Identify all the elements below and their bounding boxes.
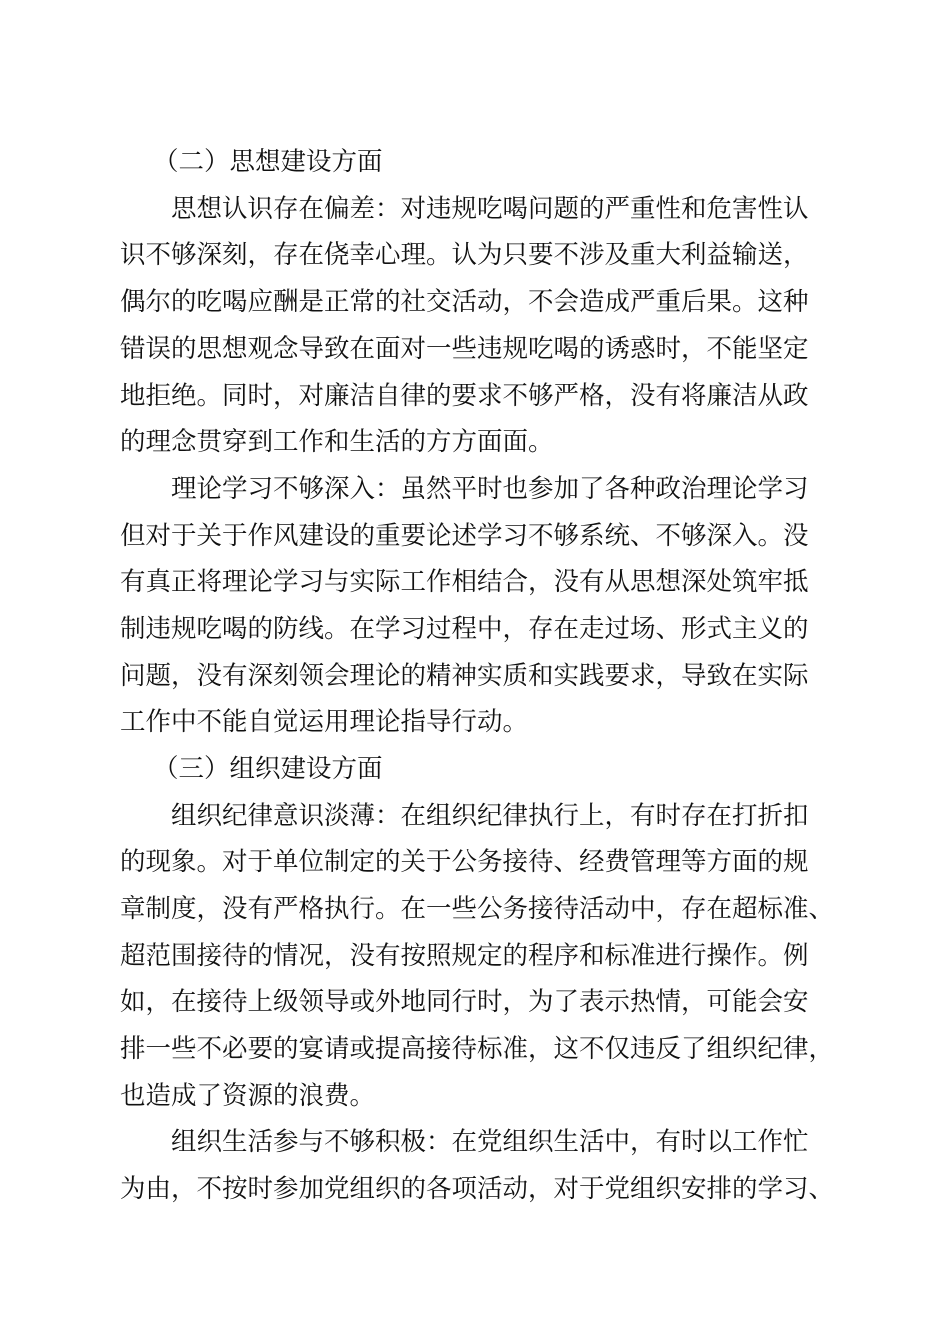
paragraph-line xyxy=(0,562,950,602)
paragraph-text: 识不够深刻，存在侥幸心理。认为只要不涉及重大利益输送， xyxy=(120,240,809,270)
paragraph-text: 组织生活参与不够积极：在党组织生活中，有时以工作忙 xyxy=(171,1127,809,1157)
paragraph-line xyxy=(0,235,950,275)
paragraph-line xyxy=(0,889,950,929)
paragraph-line xyxy=(0,422,950,462)
paragraph-text: 制违规吃喝的防线。在学习过程中，存在走过场、形式主义的 xyxy=(120,614,809,644)
section-heading xyxy=(0,142,950,182)
paragraph-line xyxy=(0,609,950,649)
paragraph-line xyxy=(0,469,950,509)
paragraph-text: 如，在接待上级领导或外地同行时，为了表示热情，可能会安 xyxy=(120,987,809,1017)
paragraph-line xyxy=(0,656,950,696)
paragraph-line xyxy=(0,189,950,229)
paragraph-line xyxy=(0,1076,950,1116)
paragraph-text: 工作中不能自觉运用理论指导行动。 xyxy=(120,707,529,737)
paragraph-text: 组织纪律意识淡薄：在组织纪律执行上，有时存在打折扣 xyxy=(171,801,809,831)
paragraph-line xyxy=(0,842,950,882)
section-3-heading: （三）组织建设方面 xyxy=(153,754,383,784)
paragraph-text: 问题，没有深刻领会理论的精神实质和实践要求，导致在实际 xyxy=(120,661,809,691)
paragraph-text: 超范围接待的情况，没有按照规定的程序和标准进行操作。例 xyxy=(120,941,809,971)
section-heading xyxy=(0,749,950,789)
paragraph-line xyxy=(0,702,950,742)
paragraph-text: 的现象。对于单位制定的关于公务接待、经费管理等方面的规 xyxy=(120,847,809,877)
paragraph-line xyxy=(0,516,950,556)
paragraph-line xyxy=(0,796,950,836)
paragraph-text: 但对于关于作风建设的重要论述学习不够系统、不够深入。没 xyxy=(120,521,809,551)
paragraph-text: 有真正将理论学习与实际工作相结合，没有从思想深处筑牢抵 xyxy=(120,567,809,597)
paragraph-text: 思想认识存在偏差：对违规吃喝问题的严重性和危害性认 xyxy=(171,194,809,224)
paragraph-text: 的理念贯穿到工作和生活的方方面面。 xyxy=(120,427,554,457)
paragraph-text: 为由，不按时参加党组织的各项活动，对于党组织安排的学习、 xyxy=(120,1174,835,1204)
paragraph-text: 也造成了资源的浪费。 xyxy=(120,1081,376,1111)
paragraph-text: 错误的思想观念导致在面对一些违规吃喝的诱惑时，不能坚定 xyxy=(120,334,809,364)
paragraph-line xyxy=(0,1122,950,1162)
paragraph-line xyxy=(0,1029,950,1069)
paragraph-line xyxy=(0,282,950,322)
paragraph-text: 偶尔的吃喝应酬是正常的社交活动，不会造成严重后果。这种 xyxy=(120,287,809,317)
paragraph-text: 排一些不必要的宴请或提高接待标准，这不仅违反了组织纪律， xyxy=(120,1034,835,1064)
paragraph-text: 地拒绝。同时，对廉洁自律的要求不够严格，没有将廉洁从政 xyxy=(120,381,809,411)
paragraph-line xyxy=(0,936,950,976)
paragraph-text: 章制度，没有严格执行。在一些公务接待活动中，存在超标准、 xyxy=(120,894,835,924)
paragraph-line xyxy=(0,982,950,1022)
paragraph-text: 理论学习不够深入：虽然平时也参加了各种政治理论学习 xyxy=(171,474,809,504)
paragraph-line xyxy=(0,1169,950,1209)
paragraph-line xyxy=(0,329,950,369)
section-2-heading: （二）思想建设方面 xyxy=(153,147,383,177)
paragraph-line xyxy=(0,376,950,416)
